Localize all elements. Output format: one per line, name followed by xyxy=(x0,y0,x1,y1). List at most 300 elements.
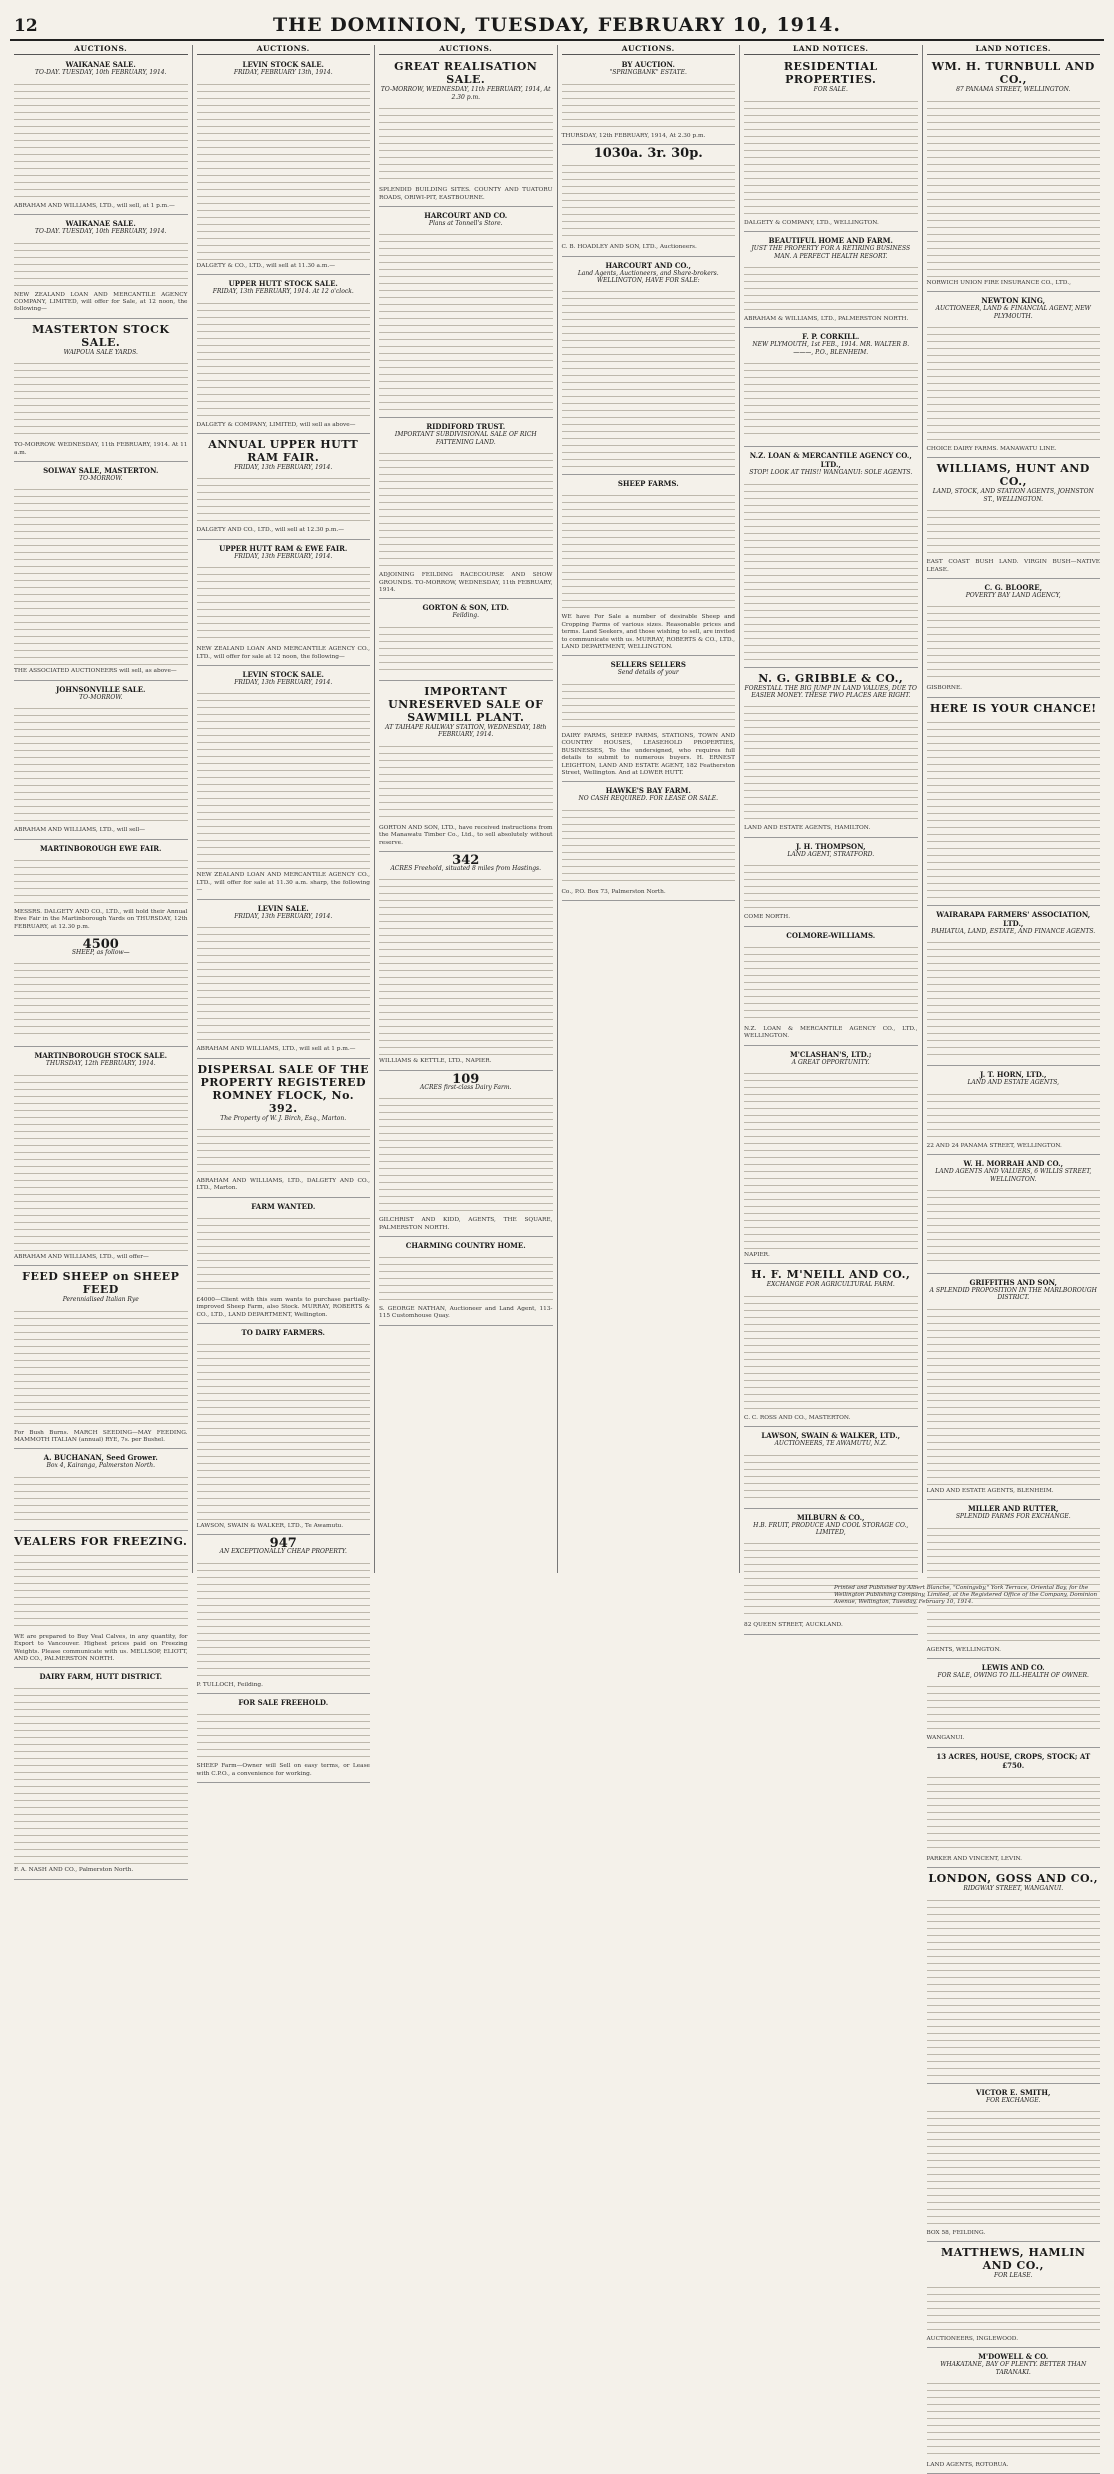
column-heading: AUCTIONS. xyxy=(14,45,188,55)
ad-body-text-lines xyxy=(197,1125,371,1175)
ad-body-text-lines xyxy=(197,299,371,419)
ad-subtitle: STOP! LOOK AT THIS!! WANGANUI: SOLE AGENTS. xyxy=(749,469,913,477)
ad-body: ADJOINING FEILDING RACECOURSE AND SHOW GROUNDS. TO-MORROW, WEDNESDAY, 11th FEBRUARY, 1914. xyxy=(379,572,553,594)
ad-body-text-lines xyxy=(379,449,553,569)
column-heading: AUCTIONS. xyxy=(379,45,553,55)
ad-title: TO DAIRY FARMERS. xyxy=(241,1327,325,1337)
ad-body-text-lines xyxy=(927,97,1101,277)
ad-title: BY AUCTION. xyxy=(621,60,675,70)
ad-subtitle: TO-MORROW. xyxy=(79,475,123,483)
ad-body-text-lines xyxy=(14,1071,188,1251)
advertisement xyxy=(14,842,188,936)
ad-subtitle: RIDGWAY STREET, WANGANUI. xyxy=(963,1885,1064,1893)
advertisement xyxy=(197,668,371,900)
ad-subtitle: AN EXCEPTIONALLY CHEAP PROPERTY. xyxy=(219,1548,347,1556)
ad-body: GISBORNE. xyxy=(926,685,963,692)
ad-body-text-lines xyxy=(744,1069,918,1249)
ad-body: LAND AGENTS, ROTORUA. xyxy=(926,2462,1009,2468)
ad-title: JOHNSONVILLE SALE. xyxy=(56,684,146,694)
column-5 xyxy=(740,44,923,1629)
ad-subtitle: ACRES first-class Dairy Farm. xyxy=(420,1083,512,1091)
ad-body: NORWICH UNION FIRE INSURANCE CO., LTD., xyxy=(926,279,1071,286)
ad-body-text-lines xyxy=(927,2283,1101,2333)
ad-body-text-lines xyxy=(14,359,188,439)
ad-title: GRIFFITHS AND SON, xyxy=(969,1277,1057,1287)
advertisement xyxy=(14,1268,188,1449)
ad-subtitle: Send details of your xyxy=(617,669,679,677)
advertisement xyxy=(927,908,1101,1066)
ad-subtitle: NO CASH REQUIRED. FOR LEASE OR SALE. xyxy=(578,795,718,803)
ad-body: Co., P.O. Box 73, Palmerston North. xyxy=(561,888,666,895)
ad-body-text-lines xyxy=(562,491,736,611)
ad-body-text-lines xyxy=(14,239,188,289)
ad-body-text-lines xyxy=(379,230,553,410)
advertisement xyxy=(927,700,1101,906)
ad-subtitle: POVERTY BAY LAND AGENCY, xyxy=(965,592,1061,600)
ad-body-text-lines xyxy=(14,704,188,824)
ad-body: ABRAHAM AND WILLIAMS, LTD., will sell— xyxy=(14,827,146,834)
ad-body: ABRAHAM AND WILLIAMS, LTD., will sell at 1 p.m.— xyxy=(196,1046,356,1053)
advertisement xyxy=(197,436,371,540)
ad-body-text-lines xyxy=(562,287,736,467)
ad-body-text-lines xyxy=(927,506,1101,556)
ad-title: DISPERSAL SALE OF THE PROPERTY REGISTERED ROMNEY FLOCK, No. 392. xyxy=(197,1062,370,1115)
ad-title: J. T. HORN, LTD., xyxy=(980,1070,1047,1080)
ad-title: SELLERS SELLERS xyxy=(610,660,686,670)
ad-subtitle: Feilding. xyxy=(452,612,480,620)
ad-body-text-lines xyxy=(562,680,736,730)
advertisement xyxy=(14,683,188,840)
column-2 xyxy=(193,44,376,1777)
ad-body: P. TULLOCH, Feilding. xyxy=(196,1681,263,1688)
ad-title: M'DOWELL & CO. xyxy=(978,2352,1049,2362)
advertisement xyxy=(562,58,736,145)
ad-body-text-lines xyxy=(744,480,918,660)
ad-body: C. C. ROSS AND CO., MASTERTON. xyxy=(744,1414,851,1421)
ad-body-text-lines xyxy=(744,359,918,439)
advertisement xyxy=(197,58,371,275)
ad-body-text-lines xyxy=(14,856,188,906)
ad-subtitle: FOR EXCHANGE. xyxy=(985,2096,1041,2104)
ad-title: 1030a. 3r. 30p. xyxy=(593,146,703,162)
ad-body: PARKER AND VINCENT, LEVIN. xyxy=(926,1855,1023,1862)
ad-body-text-lines xyxy=(197,689,371,869)
ad-body: ABRAHAM AND WILLIAMS, LTD., DALGETY AND CO., LTD., Marton. xyxy=(196,1177,370,1192)
advertisement xyxy=(379,854,553,1071)
ad-body-text-lines xyxy=(14,1684,188,1864)
ad-body: F. A. NASH AND CO., Palmerston North. xyxy=(14,1867,134,1874)
advertisement xyxy=(379,601,553,680)
ad-title: LEVIN STOCK SALE. xyxy=(242,670,324,680)
ad-subtitle: FOR LEASE. xyxy=(993,2272,1033,2280)
advertisement xyxy=(562,477,736,656)
ad-body: DALGETY & COMPANY, LIMITED, will sell as above— xyxy=(196,421,356,428)
ad-body-text-lines xyxy=(14,80,188,200)
column-heading: AUCTIONS. xyxy=(562,45,736,55)
advertisement xyxy=(562,147,736,256)
ad-subtitle: JUST THE PROPERTY FOR A RETIRING BUSINESS MAN. A PERFECT HEALTH RESORT. xyxy=(751,245,911,260)
ad-subtitle: A GREAT OPPORTUNITY. xyxy=(791,1058,870,1066)
ad-title: RIDDIFORD TRUST. xyxy=(426,422,506,432)
ad-title: FOR SALE FREEHOLD. xyxy=(238,1698,329,1708)
ad-subtitle: PAHIATUA, LAND, ESTATE, AND FINANCE AGENTS. xyxy=(931,927,1096,935)
advertisement xyxy=(744,840,918,927)
ad-body-text-lines xyxy=(197,563,371,643)
ad-body-text-lines xyxy=(379,742,553,822)
ad-title: GORTON & SON, LTD. xyxy=(422,603,509,613)
advertisement xyxy=(927,2350,1101,2474)
ad-body: ABRAHAM & WILLIAMS, LTD., PALMERSTON NORTH. xyxy=(744,316,909,323)
ad-subtitle: IMPORTANT SUBDIVISIONAL SALE OF RICH FATTENING LAND. xyxy=(394,431,537,446)
advertisement xyxy=(197,277,371,434)
ad-body-text-lines xyxy=(197,474,371,524)
ad-body-text-lines xyxy=(744,1451,918,1501)
advertisement xyxy=(744,234,918,328)
ad-title: NEWTON KING, xyxy=(981,296,1046,306)
ad-title: 4500 xyxy=(82,936,119,952)
advertisement xyxy=(927,1870,1101,2083)
ad-body-text-lines xyxy=(14,959,188,1039)
advertisement xyxy=(927,294,1101,458)
column-1 xyxy=(10,44,193,1874)
imprint-footer: Printed and Published by Albert Blanche, "Coningsby," York Terrace, Oriental Bay, for the Wellington Publishing Company, Limited, at the Registered Office of the Company, Dominion Avenue, Wellington, Tuesday, February 10, 1914. xyxy=(834,1585,1098,1605)
ad-subtitle: AUCTIONEER, LAND & FINANCIAL AGENT, NEW PLYMOUTH. xyxy=(935,305,1091,320)
ad-title: VICTOR E. SMITH, xyxy=(976,2087,1051,2097)
advertisement xyxy=(14,938,188,1047)
ad-body: £4000—Client with this sum wants to purchase partially-improved Sheep Farm, also Stock. MURRAY, ROBERTS & CO., LTD., LAND DEPARTMENT, Wellington. xyxy=(196,1296,370,1318)
ad-body-text-lines xyxy=(197,923,371,1043)
ad-title: 947 xyxy=(269,1536,297,1552)
ad-body: NEW ZEALAND LOAN AND MERCANTILE AGENCY CO., LTD., will offer for sale at 11.30 a.m. sharp, the following— xyxy=(196,872,370,894)
ad-subtitle: WAIPOUA SALE YARDS. xyxy=(63,348,138,356)
ad-body-text-lines xyxy=(744,702,918,822)
ad-body-text-lines xyxy=(927,2107,1101,2227)
ad-subtitle: LAND AGENTS AND VALUERS, 6 WILLIS STREET, WELLINGTON. xyxy=(935,1168,1092,1183)
ad-body: DALGETY & CO., LTD., will sell at 11.30 a.m.— xyxy=(196,262,335,269)
advertisement xyxy=(562,658,736,782)
advertisement xyxy=(927,1157,1101,1274)
ad-title: HERE IS YOUR CHANCE! xyxy=(929,701,1097,715)
advertisement xyxy=(14,1049,188,1266)
ad-body: COME NORTH. xyxy=(744,914,791,921)
ad-body-text-lines xyxy=(927,1682,1101,1732)
ad-body: THURSDAY, 12th FEBRUARY, 1914, At 2.30 p.m. xyxy=(561,132,706,139)
ad-subtitle: FRIDAY, 13th FEBRUARY, 1914. xyxy=(234,679,333,687)
advertisement xyxy=(927,2086,1101,2243)
ad-subtitle: TO-MORROW, WEDNESDAY, 11th FEBRUARY, 1914, At 2.30 p.m. xyxy=(380,86,551,101)
ad-subtitle: The Property of W. J. Birch, Esq., Marton. xyxy=(220,1114,347,1122)
ad-subtitle: FRIDAY, 13th FEBRUARY, 1914. xyxy=(234,464,333,472)
advertisement xyxy=(14,1670,188,1879)
ad-title: N. G. GRIBBLE & CO., xyxy=(758,671,904,685)
ad-body-text-lines xyxy=(744,861,918,911)
ad-body-text-lines xyxy=(379,1253,553,1303)
ad-body: GILCHRIST AND KIDD, AGENTS, THE SQUARE, PALMERSTON NORTH. xyxy=(379,1217,553,1231)
advertisement xyxy=(744,449,918,667)
ad-subtitle: FORESTALL THE BIG JUMP IN LAND VALUES, DUE TO EASIER MONEY. THESE TWO PLACES ARE RIGHT. xyxy=(744,684,917,700)
ad-subtitle: ACRES Freehold, situated 8 miles from Hastings. xyxy=(390,864,542,872)
advertisement xyxy=(14,217,188,319)
ad-title: ANNUAL UPPER HUTT RAM FAIR. xyxy=(208,438,359,465)
ad-title: LONDON, GOSS AND CO., xyxy=(928,1872,1099,1886)
ad-body: CHOICE DAIRY FARMS. MANAWATU LINE. xyxy=(926,446,1057,453)
advertisement xyxy=(927,58,1101,292)
advertisement xyxy=(927,1276,1101,1500)
ad-subtitle: TO-DAY. TUESDAY, 10th FEBRUARY, 1914. xyxy=(34,69,167,77)
ad-subtitle: AT TAIHAPE RAILWAY STATION, WEDNESDAY, 18th FEBRUARY, 1914. xyxy=(385,723,547,739)
ad-body-text-lines xyxy=(744,263,918,313)
ad-title: LAWSON, SWAIN & WALKER, LTD., xyxy=(761,1431,901,1441)
ad-body-text-lines xyxy=(744,1539,918,1619)
advertisement xyxy=(379,1073,553,1237)
advertisement xyxy=(14,58,188,215)
ad-subtitle: FRIDAY, FEBRUARY 13th, 1914. xyxy=(233,69,333,77)
ad-body-text-lines xyxy=(379,1094,553,1214)
advertisement xyxy=(14,1451,188,1530)
ad-body-text-lines xyxy=(379,875,553,1055)
ad-body: DALGETY & COMPANY, LTD., WELLINGTON. xyxy=(744,219,879,226)
ad-title: SOLWAY SALE, MASTERTON. xyxy=(43,466,159,476)
ad-subtitle: FRIDAY, 13th FEBRUARY, 1914. xyxy=(234,552,333,560)
ad-body: SHEEP Farm—Owner will Sell on easy terms, or Lease with C.P.O., a convenience for working. xyxy=(196,1763,370,1777)
ad-title: MILBURN & CO., xyxy=(796,1512,865,1522)
ad-title: LEWIS AND CO. xyxy=(981,1662,1045,1672)
ad-body-text-lines xyxy=(927,1773,1101,1853)
advertisement xyxy=(562,259,736,476)
ad-body-text-lines xyxy=(14,1551,188,1631)
ad-body: N.Z. LOAN & MERCANTILE AGENCY CO., LTD., WELLINGTON. xyxy=(744,1025,918,1040)
ad-body-text-lines xyxy=(927,602,1101,682)
ad-body-text-lines xyxy=(562,80,736,130)
ad-body: S. GEORGE NATHAN, Auctioneer and Land Agent, 113-115 Customhouse Quay. xyxy=(379,1305,553,1320)
advertisement xyxy=(744,929,918,1046)
ad-title: WAIKANAE SALE. xyxy=(65,219,136,229)
ad-subtitle: AUCTIONEERS, TE AWAMUTU, N.Z. xyxy=(774,1440,887,1448)
ad-subtitle: Plans at Tonnell's Store. xyxy=(428,220,503,228)
ad-title: WM. H. TURNBULL AND CO., xyxy=(931,60,1095,87)
ad-body: DALGETY AND CO., LTD., will sell at 12.30 p.m.— xyxy=(196,527,344,534)
ad-subtitle: SHEEP, as follow— xyxy=(71,948,130,956)
advertisement xyxy=(197,1696,371,1783)
column-heading: LAND NOTICES. xyxy=(744,45,918,55)
ad-subtitle: EXCHANGE FOR AGRICULTURAL FARM. xyxy=(766,1281,895,1289)
advertisement xyxy=(197,1061,371,1198)
ad-title: WAIKANAE SALE. xyxy=(65,60,136,70)
ad-body-text-lines xyxy=(927,718,1101,898)
ad-body: TO-MORROW. WEDNESDAY, 11th FEBRUARY, 1914. At 11 a.m. xyxy=(14,442,188,456)
ad-subtitle: Box 4, Kairanga, Palmerston North. xyxy=(46,1462,156,1470)
ad-subtitle: LAND AND ESTATE AGENTS, xyxy=(967,1079,1060,1087)
ad-subtitle: A SPLENDID PROPOSITION IN THE MARLBOROUGH DISTRICT. xyxy=(929,1286,1097,1302)
ad-subtitle: NEW PLYMOUTH, 1st FEB., 1914. MR. WALTER B. ———, P.O., BLENHEIM. xyxy=(752,341,910,356)
ad-title: MARTINBOROUGH EWE FAIR. xyxy=(40,843,162,853)
advertisement xyxy=(927,2244,1101,2348)
ad-body: BOX 58, FEILDING. xyxy=(926,2229,986,2236)
ad-title: MILLER AND RUTTER, xyxy=(968,1504,1059,1514)
ad-body: EAST COAST BUSH LAND. VIRGIN BUSH—NATIVE LEASE. xyxy=(926,559,1100,573)
advertisement xyxy=(744,1429,918,1508)
ad-body: 22 AND 24 PANAMA STREET, WELLINGTON. xyxy=(926,1142,1062,1149)
ad-body: ABRAHAM AND WILLIAMS, LTD., will offer— xyxy=(14,1253,149,1260)
advertisement xyxy=(744,330,918,447)
ad-body-text-lines xyxy=(927,1305,1101,1485)
advertisement xyxy=(379,420,553,599)
ad-title: WAIRARAPA FARMERS' ASSOCIATION, LTD., xyxy=(936,909,1091,928)
advertisement xyxy=(379,209,553,418)
ad-body: WILLIAMS & KETTLE, LTD., NAPIER. xyxy=(379,1058,492,1065)
ad-title: FEED SHEEP on SHEEP FEED xyxy=(22,1270,180,1297)
advertisement xyxy=(14,464,188,681)
ad-title: 109 xyxy=(452,1071,480,1087)
ad-title: C. G. BLOORE, xyxy=(984,583,1043,593)
ad-body-text-lines xyxy=(744,97,918,217)
ad-body-text-lines xyxy=(197,80,371,260)
ad-title: UPPER HUTT STOCK SALE. xyxy=(228,279,338,289)
ad-title: IMPORTANT UNRESERVED SALE OF SAWMILL PLANT. xyxy=(388,684,544,724)
ad-subtitle: "SPRINGBANK" ESTATE. xyxy=(609,69,687,77)
ad-title: MASTERTON STOCK SALE. xyxy=(32,322,170,349)
ad-subtitle: Perennialised Italian Rye xyxy=(62,1296,139,1304)
ad-subtitle: 87 PANAMA STREET, WELLINGTON. xyxy=(956,86,1071,94)
advertisement xyxy=(927,1750,1101,1868)
ad-subtitle: FOR SALE, OWING TO ILL-HEALTH OF OWNER. xyxy=(937,1671,1089,1679)
ad-subtitle: TO-MORROW. xyxy=(79,693,123,701)
ad-title: J. H. THOMPSON, xyxy=(795,841,866,851)
advertisement xyxy=(744,1048,918,1265)
ad-title: F. P. CORKILL. xyxy=(802,332,860,342)
advertisement xyxy=(927,1661,1101,1748)
newspaper-title: THE DOMINION, TUESDAY, FEBRUARY 10, 1914. xyxy=(273,14,841,36)
ad-body: NEW ZEALAND LOAN AND MERCANTILE AGENCY COMPANY, LIMITED, will offer for Sale, at 12 noon, the following— xyxy=(14,291,188,313)
ad-body: WANGANUI. xyxy=(926,1735,965,1742)
ad-title: FARM WANTED. xyxy=(251,1201,316,1211)
ad-body-text-lines xyxy=(197,1340,371,1520)
ad-body: 82 QUEEN STREET, AUCKLAND. xyxy=(744,1622,843,1629)
ad-title: RESIDENTIAL PROPERTIES. xyxy=(783,60,878,87)
ad-body: LAND AND ESTATE AGENTS, HAMILTON. xyxy=(744,825,871,832)
ad-title: LEVIN SALE. xyxy=(257,903,309,913)
advertisement xyxy=(197,902,371,1059)
advertisement xyxy=(14,321,188,462)
ad-subtitle: FRIDAY, 13th FEBRUARY, 1914. At 12 o'clock. xyxy=(212,288,354,296)
advertisement xyxy=(562,784,736,901)
ad-title: M'CLASHAN'S, LTD.; xyxy=(789,1049,872,1059)
ad-body-text-lines xyxy=(927,2379,1101,2459)
ad-title: SHEEP FARMS. xyxy=(617,479,679,489)
ad-body-text-lines xyxy=(927,938,1101,1058)
advertisement xyxy=(197,542,371,666)
ad-body: C. B. HOADLEY AND SON, LTD., Auctioneers. xyxy=(561,244,697,251)
advertisement xyxy=(927,1502,1101,1659)
column-3 xyxy=(375,45,558,1573)
ad-body-text-lines xyxy=(927,323,1101,443)
advertisement xyxy=(927,581,1101,698)
ad-title: A. BUCHANAN, Seed Grower. xyxy=(43,1453,158,1463)
advertisement xyxy=(744,1511,918,1635)
ad-body-text-lines xyxy=(562,161,736,241)
advertisement xyxy=(379,58,553,207)
ad-title: HARCOURT AND CO. xyxy=(424,211,508,221)
ad-subtitle: Land Agents, Auctioneers, and Share-brokers. WELLINGTON, HAVE FOR SALE: xyxy=(577,269,719,285)
ad-subtitle: LAND, STOCK, AND STATION AGENTS, JOHNSTON ST., WELLINGTON. xyxy=(932,488,1094,503)
ad-body-text-lines xyxy=(379,623,553,673)
ad-title: MARTINBOROUGH STOCK SALE. xyxy=(34,1051,168,1061)
ad-body-text-lines xyxy=(927,1090,1101,1140)
advertisement xyxy=(197,1537,371,1694)
ad-subtitle: WHAKATANE, BAY OF PLENTY. BETTER THAN TARANAKI. xyxy=(940,2361,1087,2376)
ad-body-text-lines xyxy=(927,1524,1101,1644)
column-heading: AUCTIONS. xyxy=(197,45,371,55)
ad-subtitle: THURSDAY, 12th FEBRUARY, 1914. xyxy=(45,1060,156,1068)
advertisement xyxy=(744,1266,918,1427)
ad-body: SPLENDID BUILDING SITES. COUNTY AND TUATORU ROADS, ORIWI-PIT, EASTBOURNE. xyxy=(379,187,553,201)
advertisement xyxy=(927,1068,1101,1155)
ad-subtitle: H.B. FRUIT, PRODUCE AND COOL STORAGE CO., LIMITED, xyxy=(753,1521,909,1536)
ad-title: CHARMING COUNTRY HOME. xyxy=(405,1240,526,1250)
ad-subtitle: SPLENDID FARMS FOR EXCHANGE. xyxy=(955,1513,1071,1521)
advertisement xyxy=(927,460,1101,579)
ad-subtitle: TO-DAY. TUESDAY, 10th FEBRUARY, 1914. xyxy=(34,228,167,236)
column-heading: LAND NOTICES. xyxy=(927,45,1101,55)
ad-body: AUCTIONEERS, INGLEWOOD. xyxy=(926,2335,1019,2342)
ad-body-text-lines xyxy=(14,1307,188,1427)
ad-body: AGENTS, WELLINGTON. xyxy=(926,1646,1001,1653)
advertisement xyxy=(744,670,918,838)
ad-title: WILLIAMS, HUNT AND CO., xyxy=(936,462,1090,489)
ad-title: HARCOURT AND CO., xyxy=(605,260,691,270)
ad-title: UPPER HUTT RAM & EWE FAIR. xyxy=(219,543,348,553)
ad-body: DAIRY FARMS, SHEEP FARMS, STATIONS, TOWN AND COUNTRY HOUSES, LEASEHOLD PROPERTIES, BUSINESSES, To the undersigned, who requires full details to submit to numerous buyers. H. ERNEST LEIGHTON, LAND AND ESTATE AGENT, 182 Featherston Street, Wellington. And at LOWER HUTT. xyxy=(561,732,735,776)
ad-title: 342 xyxy=(452,852,480,868)
ad-body: MESSRS. DALGETY AND CO., LTD., will hold their Annual Ewe Fair in the Martinborough Yards on THURSDAY, 12th FEBRUARY, at 12.30 p.m. xyxy=(14,908,188,930)
ad-body-text-lines xyxy=(14,485,188,665)
column-4 xyxy=(558,45,741,1573)
ad-body-text-lines xyxy=(562,806,736,886)
ad-body-text-lines xyxy=(197,1559,371,1679)
ad-body-text-lines xyxy=(927,1896,1101,2076)
ad-body-text-lines xyxy=(927,1186,1101,1266)
advertisement xyxy=(379,1239,553,1326)
ad-body-text-lines xyxy=(197,1214,371,1294)
ad-title: N.Z. LOAN & MERCANTILE AGENCY CO., LTD., xyxy=(749,451,912,470)
advertisement xyxy=(197,1200,371,1324)
ad-title: H. F. M'NEILL AND CO., xyxy=(751,1268,911,1282)
ad-body: NAPIER. xyxy=(744,1251,770,1258)
page-number: 12 xyxy=(14,16,38,36)
advertisement xyxy=(379,683,553,852)
ad-body-text-lines xyxy=(197,1710,371,1760)
ad-title: BEAUTIFUL HOME AND FARM. xyxy=(768,236,893,246)
newspaper-page xyxy=(10,10,1104,2468)
ad-body: WE are prepared to Buy Veal Calves, in any quantity, for Export to Vancouver. Highest prices paid on Freezing Weights. Please communicate with us. MELLSOP, ELIOTT, AND CO., PALMERSTON NORTH. xyxy=(14,1633,188,1662)
ad-body: THE ASSOCIATED AUCTIONEERS will sell, as above— xyxy=(14,668,177,675)
ad-title: COLMORE-WILLIAMS. xyxy=(786,930,876,940)
ad-body-text-lines xyxy=(14,1473,188,1523)
ad-title: W. H. MORRAH AND CO., xyxy=(963,1159,1064,1169)
ad-body: LAWSON, SWAIN & WALKER, LTD., Te Awamutu. xyxy=(196,1522,344,1529)
ad-body-text-lines xyxy=(744,943,918,1023)
ad-title: HAWKE'S BAY FARM. xyxy=(605,786,691,796)
ad-title: 13 ACRES, HOUSE, CROPS, STOCK; AT £750. xyxy=(936,1751,1091,1770)
ad-subtitle: FOR SALE. xyxy=(813,86,848,94)
advertisement xyxy=(197,1326,371,1535)
ad-body: ABRAHAM AND WILLIAMS, LTD., will sell, at 1 p.m.— xyxy=(14,202,175,209)
ad-body: LAND AND ESTATE AGENTS, BLENHEIM. xyxy=(926,1487,1054,1494)
ad-body-text-lines xyxy=(744,1292,918,1412)
ad-title: MATTHEWS, HAMLIN AND CO., xyxy=(941,2246,1086,2273)
advertisement xyxy=(14,1533,188,1669)
ad-body-text-lines xyxy=(379,104,553,184)
